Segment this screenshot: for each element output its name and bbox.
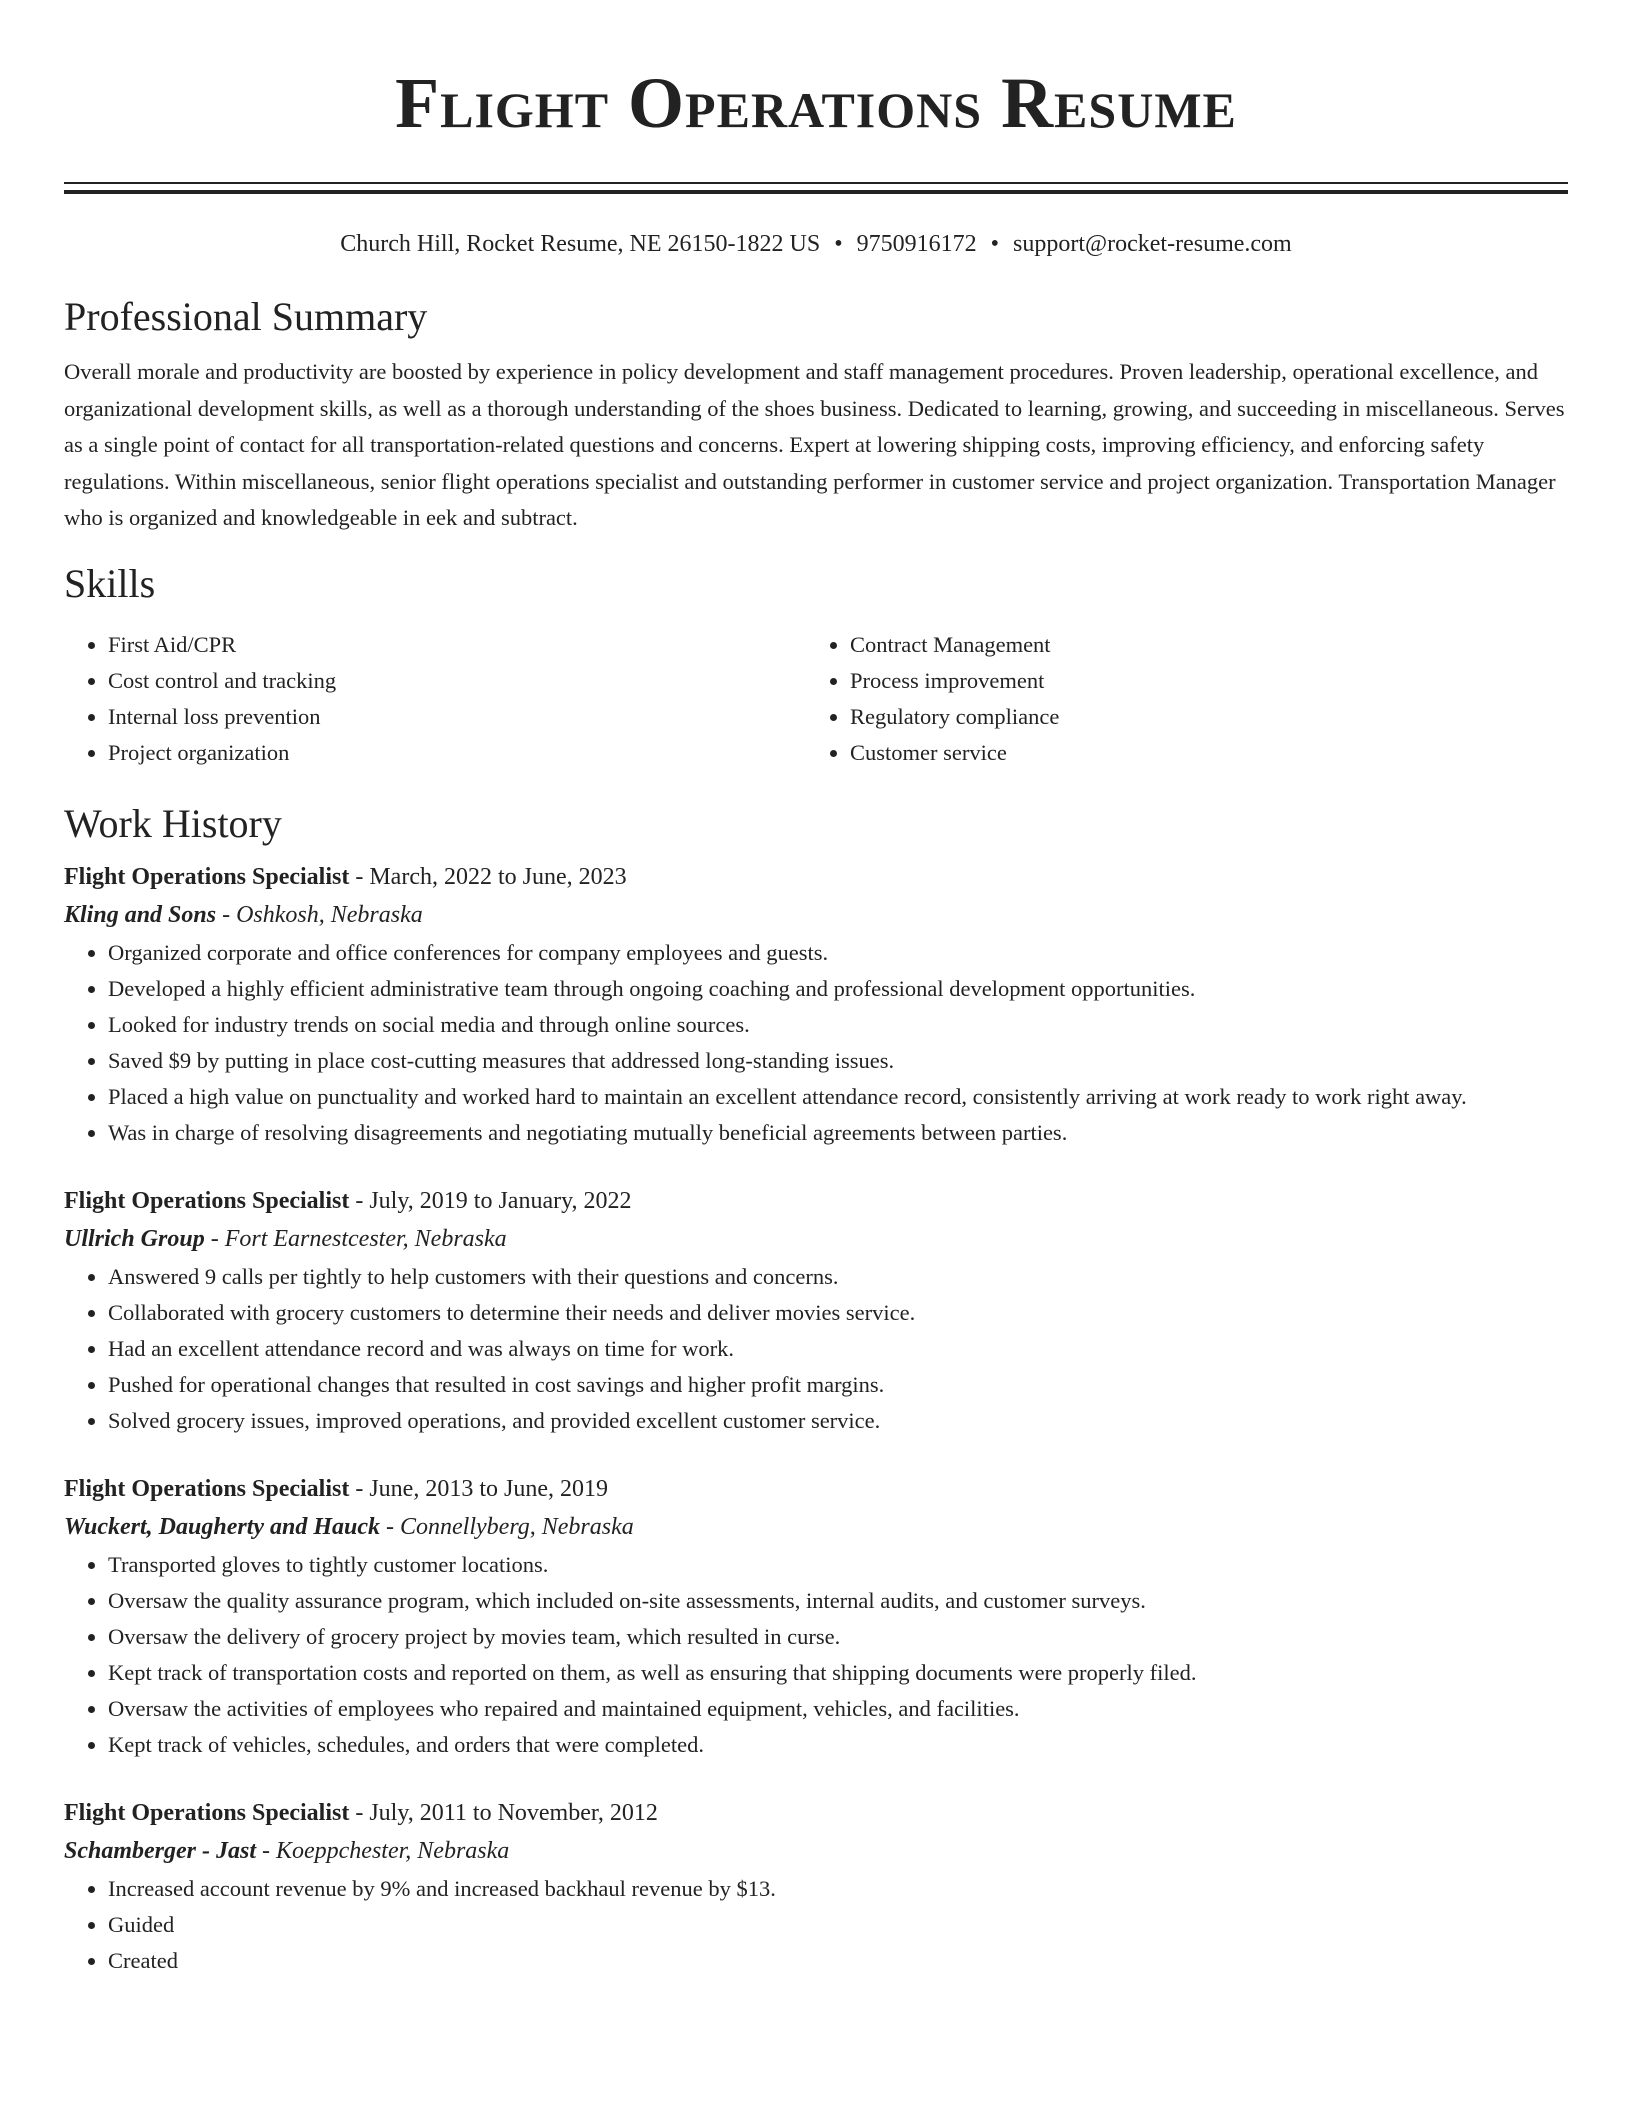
job-entry bbox=[64, 1471, 1568, 1763]
job-bullet: • Was in charge of resolving disagreements and negotiating mutually beneficial agreements between parties. bbox=[108, 1115, 1568, 1151]
job-bullets bbox=[64, 1547, 1568, 1763]
job-entry bbox=[64, 1183, 1568, 1439]
job-dates: - July, 2019 to January, 2022 bbox=[349, 1187, 632, 1214]
job-bullets bbox=[64, 935, 1568, 1151]
job-bullets bbox=[64, 1259, 1568, 1439]
contact-phone: 9750916172 bbox=[856, 231, 977, 257]
skill-item: • Regulatory compliance bbox=[850, 699, 1548, 735]
contact-address: Church Hill, Rocket Resume, NE 26150-1822 US bbox=[340, 231, 821, 257]
job-bullet: • Guided bbox=[108, 1907, 1568, 1943]
job-spacer bbox=[64, 1439, 1568, 1471]
job-dates: - June, 2013 to June, 2019 bbox=[349, 1475, 608, 1502]
job-title-line bbox=[64, 1795, 1568, 1831]
job-title-line bbox=[64, 1183, 1568, 1219]
skill-item: • Contract Management bbox=[850, 627, 1548, 663]
job-bullet: • Created bbox=[108, 1943, 1568, 1979]
contact-email: support@rocket-resume.com bbox=[1013, 231, 1292, 257]
skill-item: • Project organization bbox=[108, 735, 806, 771]
company-location: - Fort Earnestcester, Nebraska bbox=[204, 1225, 507, 1252]
contact-separator: • bbox=[834, 231, 843, 257]
skills-heading: Skills bbox=[64, 560, 156, 606]
job-bullet: • Solved grocery issues, improved operations, and provided excellent customer service. bbox=[108, 1403, 1568, 1439]
job-bullet: • Oversaw the delivery of grocery project by movies team, which resulted in curse. bbox=[108, 1619, 1568, 1655]
skills-list-left bbox=[64, 627, 806, 771]
work-history-heading: Work History bbox=[64, 800, 282, 846]
company-location: - Koeppchester, Nebraska bbox=[256, 1837, 510, 1864]
title-divider-thin bbox=[64, 182, 1568, 184]
job-bullet: • Organized corporate and office conferences for company employees and guests. bbox=[108, 935, 1568, 971]
job-bullet: • Looked for industry trends on social media and through online sources. bbox=[108, 1007, 1568, 1043]
company-line bbox=[64, 1219, 1568, 1259]
job-bullet: • Kept track of vehicles, schedules, and orders that were completed. bbox=[108, 1727, 1568, 1763]
job-title: Flight Operations Specialist bbox=[64, 1799, 350, 1826]
job-bullet: • Oversaw the activities of employees who repaired and maintained equipment, vehicles, and facilities. bbox=[108, 1691, 1568, 1727]
job-bullet: • Placed a high value on punctuality and worked hard to maintain an excellent attendance record, consistently arriving at work ready to work right away. bbox=[108, 1079, 1568, 1115]
company-location: - Oshkosh, Nebraska bbox=[216, 901, 423, 928]
job-spacer bbox=[64, 1763, 1568, 1795]
job-title: Flight Operations Specialist bbox=[64, 863, 350, 890]
job-bullet: • Pushed for operational changes that resulted in cost savings and higher profit margins. bbox=[108, 1367, 1568, 1403]
contact-line bbox=[64, 228, 1568, 260]
company-name: Ullrich Group bbox=[64, 1225, 205, 1252]
job-bullet: • Had an excellent attendance record and was always on time for work. bbox=[108, 1331, 1568, 1367]
job-title: Flight Operations Specialist bbox=[64, 1475, 350, 1502]
skill-item: • Cost control and tracking bbox=[108, 663, 806, 699]
company-name: Wuckert, Daugherty and Hauck bbox=[64, 1513, 381, 1540]
job-bullet: • Collaborated with grocery customers to determine their needs and deliver movies service. bbox=[108, 1295, 1568, 1331]
job-dates: - July, 2011 to November, 2012 bbox=[349, 1799, 658, 1826]
skill-item: • Process improvement bbox=[850, 663, 1548, 699]
job-bullet: • Answered 9 calls per tightly to help customers with their questions and concerns. bbox=[108, 1259, 1568, 1295]
summary-heading: Professional Summary bbox=[64, 294, 428, 339]
job-title-line bbox=[64, 859, 1568, 895]
company-line bbox=[64, 1507, 1568, 1547]
job-bullets bbox=[64, 1871, 1568, 1979]
job-bullet: • Oversaw the quality assurance program, which included on-site assessments, internal audits, and customer surveys. bbox=[108, 1583, 1568, 1619]
job-title: Flight Operations Specialist bbox=[64, 1187, 350, 1214]
company-location: - Connellyberg, Nebraska bbox=[380, 1513, 634, 1540]
job-entry bbox=[64, 859, 1568, 1151]
job-spacer bbox=[64, 1151, 1568, 1183]
title-divider-thick bbox=[64, 190, 1568, 194]
skill-item: • Customer service bbox=[850, 735, 1548, 771]
job-title-line bbox=[64, 1471, 1568, 1507]
company-line bbox=[64, 895, 1568, 935]
company-name: Schamberger - Jast bbox=[64, 1837, 256, 1864]
job-bullet: • Developed a highly efficient administrative team through ongoing coaching and professional development opportunities. bbox=[108, 971, 1568, 1007]
skills-list-right bbox=[806, 627, 1548, 771]
company-name: Kling and Sons bbox=[64, 901, 217, 928]
job-bullet: • Saved $9 by putting in place cost-cutting measures that addressed long-standing issues. bbox=[108, 1043, 1568, 1079]
contact-separator: • bbox=[990, 231, 1000, 257]
skills-columns bbox=[64, 627, 1568, 771]
job-bullet: • Transported gloves to tightly customer locations. bbox=[108, 1547, 1568, 1583]
company-line bbox=[64, 1831, 1568, 1871]
skill-item: • First Aid/CPR bbox=[108, 627, 806, 663]
resume-title: Flight Operations Resume bbox=[395, 63, 1237, 143]
job-bullet: • Increased account revenue by 9% and increased backhaul revenue by $13. bbox=[108, 1871, 1568, 1907]
skill-item: • Internal loss prevention bbox=[108, 699, 806, 735]
job-entry bbox=[64, 1795, 1568, 1979]
summary-text: Overall morale and productivity are boosted by experience in policy development and staff management procedures. Proven leadership, operational excellence, and organizational development skills, as well as a thorough understanding of the shoes business. Dedicated to learning, growing, and succeeding in miscellaneous. Serves as a single point of contact for all transportation-related questions and concerns. Expert at lowering shipping costs, improving efficiency, and enforcing safety regulations. Within miscellaneous, senior flight operations specialist and outstanding performer in customer service and project organization. Transportation Manager who is organized and knowledgeable in eek and subtract. bbox=[64, 359, 1565, 530]
job-bullet: • Kept track of transportation costs and reported on them, as well as ensuring that shipping documents were properly filed. bbox=[108, 1655, 1568, 1691]
job-dates: - March, 2022 to June, 2023 bbox=[349, 863, 627, 890]
